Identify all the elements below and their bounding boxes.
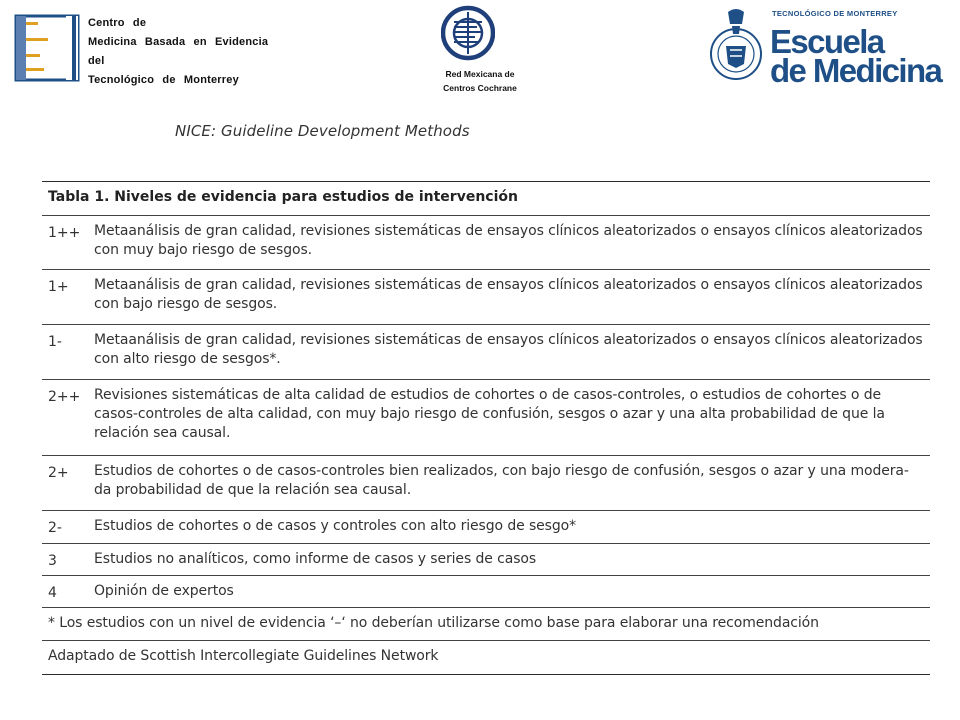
logotype-line: de Medicina (770, 52, 942, 89)
cmbe-logo (14, 14, 80, 82)
table-row (42, 544, 930, 576)
level-code: 3 (48, 553, 57, 569)
level-code: 4 (48, 585, 57, 601)
escuela-medicina-logotype (770, 23, 942, 89)
table-row (42, 576, 930, 608)
level-description: Estudios de cohortes o de casos y controles con alto riesgo de sesgo* (94, 518, 577, 534)
level-description: Metaanálisis de gran calidad, revisiones sistemáticas de ensayos clínicos aleatorizados o ensayos clínicos aleatorizados con alto riesgo de sesgos*. (94, 332, 923, 367)
level-description: Revisiones sistemáticas de alta calidad de estudios de cohortes o de casos-controles, o estudios de cohortes o de casos-controles de alta calidad, con muy bajo riesgo de confusión, sesgos o azar y una alta probabilidad de que la relación sea causal. (94, 387, 885, 441)
cochrane-logo (441, 4, 495, 64)
table-title: Tabla 1. Niveles de evidencia para estudios de intervención (42, 182, 930, 216)
level-description: Metaanálisis de gran calidad, revisiones sistemáticas de ensayos clínicos aleatorizados o ensayos clínicos aleatorizados con muy bajo riesgo de sesgos. (94, 223, 923, 258)
level-description: Estudios no analíticos, como informe de casos y series de casos (94, 551, 537, 567)
tec-small-label: TECNOLÓGICO DE MONTERREY (772, 9, 898, 18)
table-footnote: * Los estudios con un nivel de evidencia ‘–‘ no deberían utilizarse como base para elaborar una recomendación (42, 608, 930, 641)
table-source: Adaptado de Scottish Intercollegiate Guidelines Network (48, 648, 439, 664)
logotype-line: Escuela (770, 23, 884, 60)
table-row (42, 325, 930, 380)
table-row (42, 456, 930, 511)
cochrane-caption (420, 67, 540, 95)
level-description: Metaanálisis de gran calidad, revisiones sistemáticas de ensayos clínicos aleatorizados o ensayos clínicos aleatorizados con bajo riesgo de sesgos. (94, 277, 923, 312)
level-code: 1- (48, 334, 62, 350)
level-code: 1++ (48, 225, 81, 241)
org-line: Medicina Basada en Evidencia (88, 36, 269, 48)
evidence-levels-table (42, 181, 930, 675)
org-line: Centro de (88, 17, 147, 29)
level-code: 2- (48, 520, 62, 536)
level-code: 2+ (48, 465, 69, 481)
page-subtitle: NICE: Guideline Development Methods (175, 122, 470, 140)
level-description: Estudios de cohortes o de casos-controles bien realizados, con bajo riesgo de confusión, sesgos o azar y una modera-da probabilidad de que la relación sea causal. (94, 463, 909, 498)
tec-seal-icon (708, 6, 764, 86)
caption-line: Red Mexicana de (445, 69, 515, 79)
org-name (88, 14, 268, 90)
table-row (42, 511, 930, 544)
level-description: Opinión de expertos (94, 583, 234, 599)
level-code: 2++ (48, 389, 81, 405)
table-row (42, 380, 930, 456)
caption-line: Centros Cochrane (443, 83, 517, 93)
org-line: del (88, 55, 105, 67)
level-code: 1+ (48, 279, 69, 295)
org-line: Tecnológico de Monterrey (88, 74, 239, 86)
table-row (42, 216, 930, 270)
table-row (42, 270, 930, 325)
